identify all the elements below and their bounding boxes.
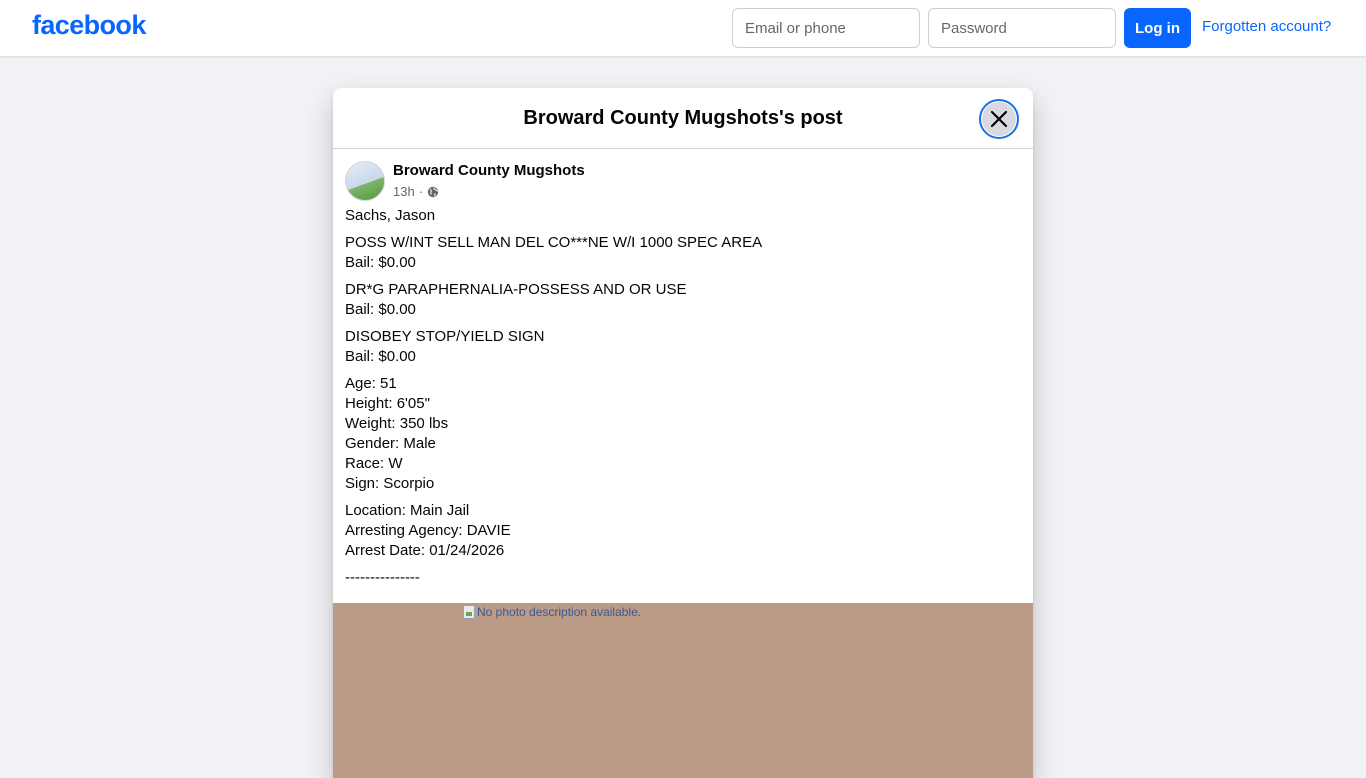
bail-text: Bail: $0.00 bbox=[345, 348, 416, 365]
height-text: Height: 6'05" bbox=[345, 395, 430, 412]
globe-icon bbox=[427, 186, 439, 198]
charge-text: DISOBEY STOP/YIELD SIGN bbox=[345, 328, 545, 345]
arrest-block bbox=[345, 501, 1021, 561]
arrest-date-text: Arrest Date: 01/24/2026 bbox=[345, 542, 505, 559]
weight-text: Weight: 350 lbs bbox=[345, 415, 449, 432]
close-button[interactable] bbox=[979, 99, 1019, 139]
location-text: Location: Main Jail bbox=[345, 502, 470, 519]
broken-image-icon bbox=[463, 605, 475, 619]
close-icon bbox=[990, 110, 1008, 128]
facebook-logo[interactable]: facebook bbox=[32, 10, 146, 40]
post-text bbox=[345, 206, 1021, 595]
login-button[interactable]: Log in bbox=[1124, 8, 1191, 48]
post-header bbox=[345, 161, 1025, 205]
charge-text: DR*G PARAPHERNALIA-POSSESS AND OR USE bbox=[345, 281, 687, 298]
modal-header bbox=[333, 88, 1033, 149]
meta-separator: · bbox=[418, 184, 424, 199]
broken-image[interactable] bbox=[463, 605, 641, 619]
modal-title: Broward County Mugshots's post bbox=[523, 107, 843, 129]
photo-alt-text: No photo description available. bbox=[477, 605, 642, 619]
charge-block bbox=[345, 233, 1021, 273]
post-time[interactable]: 13h bbox=[393, 184, 415, 199]
age-text: Age: 51 bbox=[345, 375, 397, 392]
post-photo[interactable] bbox=[333, 603, 1033, 778]
agency-text: Arresting Agency: DAVIE bbox=[345, 522, 511, 539]
details-block bbox=[345, 374, 1021, 494]
post-meta bbox=[393, 184, 439, 199]
forgotten-account-link[interactable]: Forgotten account? bbox=[1202, 18, 1332, 35]
charge-text: POSS W/INT SELL MAN DEL CO***NE W/I 1000 SPEC AREA bbox=[345, 234, 763, 251]
inmate-name: Sachs, Jason bbox=[345, 207, 436, 224]
sign-text: Sign: Scorpio bbox=[345, 475, 435, 492]
avatar[interactable] bbox=[345, 161, 385, 201]
gender-text: Gender: Male bbox=[345, 435, 436, 452]
post-modal bbox=[333, 88, 1033, 778]
charge-block bbox=[345, 280, 1021, 320]
password-field[interactable] bbox=[928, 8, 1116, 48]
bail-text: Bail: $0.00 bbox=[345, 301, 416, 318]
email-field[interactable] bbox=[732, 8, 920, 48]
race-text: Race: W bbox=[345, 455, 403, 472]
divider-text: --------------- bbox=[345, 569, 420, 586]
charge-block bbox=[345, 327, 1021, 367]
page-name[interactable]: Broward County Mugshots bbox=[393, 162, 585, 179]
bail-text: Bail: $0.00 bbox=[345, 254, 416, 271]
top-bar bbox=[0, 0, 1366, 56]
